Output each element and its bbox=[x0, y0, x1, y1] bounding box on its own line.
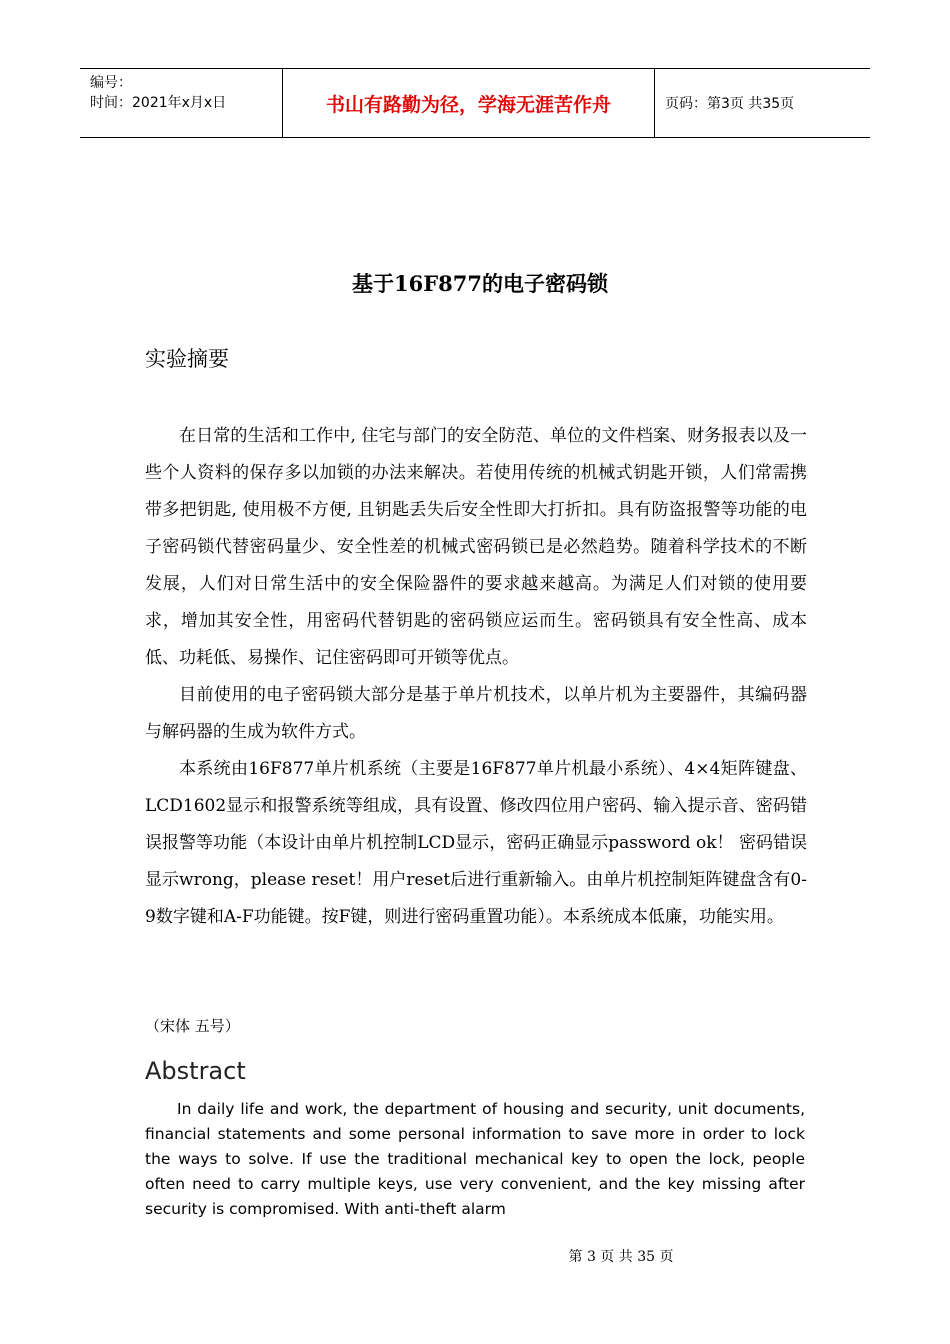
header-info-cell bbox=[80, 69, 282, 137]
abstract-cn-paragraph: 在日常的生活和工作中, 住宅与部门的安全防范、单位的文件档案、财务报表以及一些个人资料的保存多以加锁的办法来解决。若使用传统的机械式钥匙开锁，人们常需携带多把钥匙, 使用极不方便, 且钥匙丢失后安全性即大打折扣。具有防盗报警等功能的电子密码锁代替密码量少、安全性差的机械式密码锁已是必然趋势。随着科学技术的不断发展，人们对日常生活中的安全保险器件的要求越来越高。为满足人们对锁的使用要求，增加其安全性，用密码代替钥匙的密码锁应运而生。密码锁具有安全性高、成本低、功耗低、易操作、记住密码即可开锁等优点。 bbox=[145, 426, 807, 668]
abstract-en-heading: Abstract bbox=[145, 1057, 246, 1085]
abstract-cn-body bbox=[145, 418, 807, 936]
abstract-cn-paragraph: 本系统由16F877单片机系统（主要是16F877单片机最小系统）、4×4矩阵键盘、LCD1602显示和报警系统等组成，具有设置、修改四位用户密码、输入提示音、密码错误报警等功能（本设计由单片机控制LCD显示，密码正确显示password ok！ 密码错误显示wrong，please reset！用户reset后进行重新输入。由单片机控制矩阵键盘含有0-9数字键和A-F功能键。按F键，则进行密码重置功能）。本系统成本低廉，功能实用。 bbox=[145, 759, 807, 927]
document-title: 基于16F877的电子密码锁 bbox=[352, 271, 608, 296]
abstract-cn-paragraph: 目前使用的电子密码锁大部分是基于单片机技术，以单片机为主要器件，其编码器与解码器的生成为软件方式。 bbox=[145, 685, 807, 742]
page-header bbox=[80, 68, 870, 138]
header-page-info: 页码：第3页 共35页 bbox=[665, 96, 795, 112]
time-label: 时间：2021年x月x日 bbox=[90, 95, 227, 111]
abstract-cn-heading: 实验摘要 bbox=[145, 347, 229, 371]
font-note: （宋体 五号） bbox=[145, 1017, 240, 1035]
number-label: 编号： bbox=[90, 75, 132, 91]
page-footer: 第 3 页 共 35 页 bbox=[568, 1249, 674, 1265]
abstract-en-body bbox=[145, 1097, 805, 1222]
abstract-en-paragraph: In daily life and work, the department of housing and security, unit documents, financial statements and some personal information to save more in order to lock the ways to solve. If use the traditional mechanical key to open the lock, people often need to carry multiple keys, use very convenient, and the key missing after security is compromised. With anti-theft alarm bbox=[145, 1100, 805, 1218]
header-motto: 书山有路勤为径，学海无涯苦作舟 bbox=[282, 69, 655, 137]
